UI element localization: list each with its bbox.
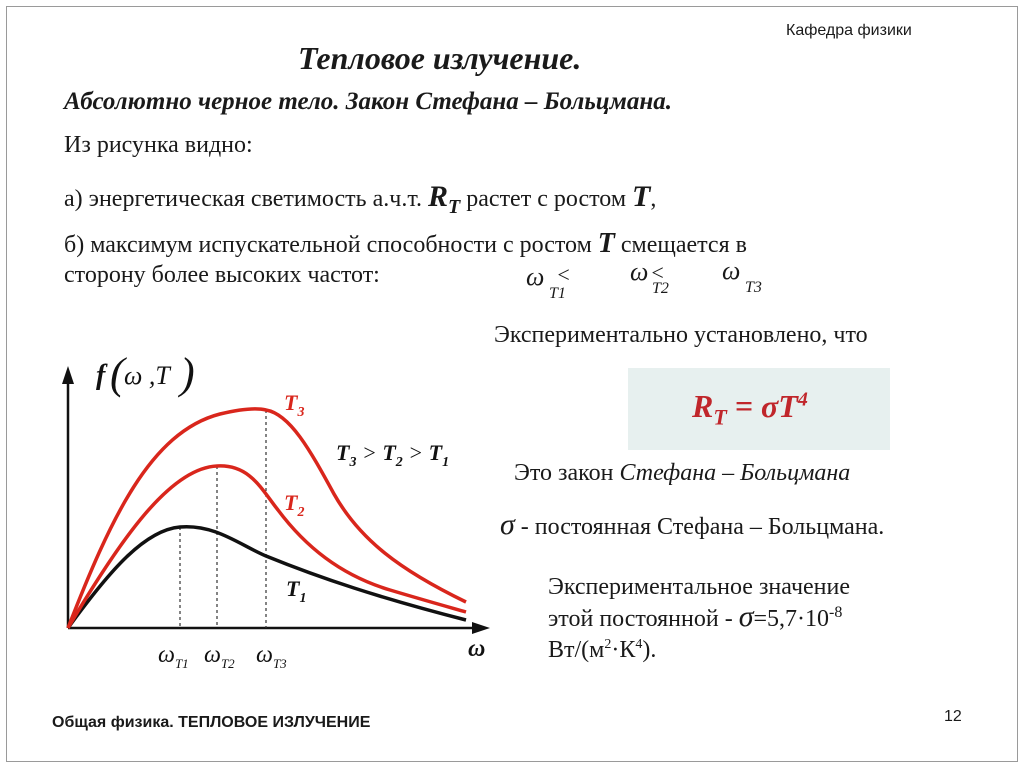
tick-omega-t1: $\omega_{T1}$ — [158, 642, 189, 671]
slide-subtitle: Абсолютно черное тело. Закон Стефана – Больцмана. — [64, 88, 672, 115]
stefan-boltzmann-formula: $R_T = \sigma T^4$ — [692, 388, 808, 430]
svg-text:<: < — [650, 260, 665, 285]
curve-t1 — [68, 527, 466, 628]
page-number: 12 — [944, 708, 962, 725]
point-a-symbol: $R_T$ — [428, 180, 461, 218]
label-t2: $T_2$ — [284, 490, 305, 520]
svg-text:T2: T2 — [652, 280, 669, 297]
svg-text:(: ( — [110, 349, 125, 398]
x-axis-arrow — [472, 622, 490, 634]
svg-text:ω ,T: ω ,T — [124, 361, 170, 390]
svg-text:ω: ω — [526, 262, 545, 291]
tick-omega-t2: $\omega_{T2}$ — [204, 642, 235, 671]
point-a-mid: растет с ростом — [466, 186, 627, 212]
point-b-line2: сторону более высоких частот: — [64, 262, 380, 288]
svg-text:ω: ω — [630, 257, 649, 286]
svg-text:): ) — [180, 349, 195, 398]
department-label: Кафедра физики — [786, 22, 912, 39]
svg-text:<: < — [556, 262, 571, 287]
x-axis-label: ω — [468, 636, 486, 662]
y-axis-label: f — [96, 360, 106, 391]
point-b-T: T — [597, 228, 615, 259]
point-a-T: T — [632, 180, 651, 213]
tick-omega-t3: $\omega_{T3}$ — [256, 642, 287, 671]
footer-text: Общая физика. ТЕПЛОВОЕ ИЗЛУЧЕНИЕ — [52, 714, 371, 731]
label-t3: $T_3$ — [284, 390, 305, 420]
experimental-value: Экспериментальное значение этой постоянной - $\sigma=5,7\cdot 10^{-8}$ $Вт/(м^2\cdot К^4)$. — [548, 574, 851, 663]
y-axis-arrow — [62, 366, 74, 384]
svg-text:T1: T1 — [549, 285, 566, 302]
svg-text:ω: ω — [722, 256, 741, 285]
law-text: Это закон Стефана – Больцмана — [514, 460, 851, 486]
point-a-text: а) энергетическая светимость а.ч.т. — [64, 186, 423, 212]
constant-text: σ - постоянная Стефана – Больцмана. — [500, 508, 885, 541]
experimental-text: Экспериментально установлено, что — [494, 322, 868, 348]
point-a-end: , — [650, 186, 657, 212]
slide-title: Тепловое излучение. — [298, 40, 582, 76]
temperature-relation: $T_3 > T_2 > T_1$ — [336, 440, 450, 470]
point-b-end: смещается в — [620, 232, 747, 258]
label-t1: $T_1$ — [286, 576, 307, 606]
svg-text:T3: T3 — [745, 279, 762, 296]
point-b-text: б) максимум испускательной способности с ростом — [64, 232, 592, 258]
intro-text: Из рисунка видно: — [64, 132, 253, 158]
omega-comparison — [526, 256, 762, 302]
